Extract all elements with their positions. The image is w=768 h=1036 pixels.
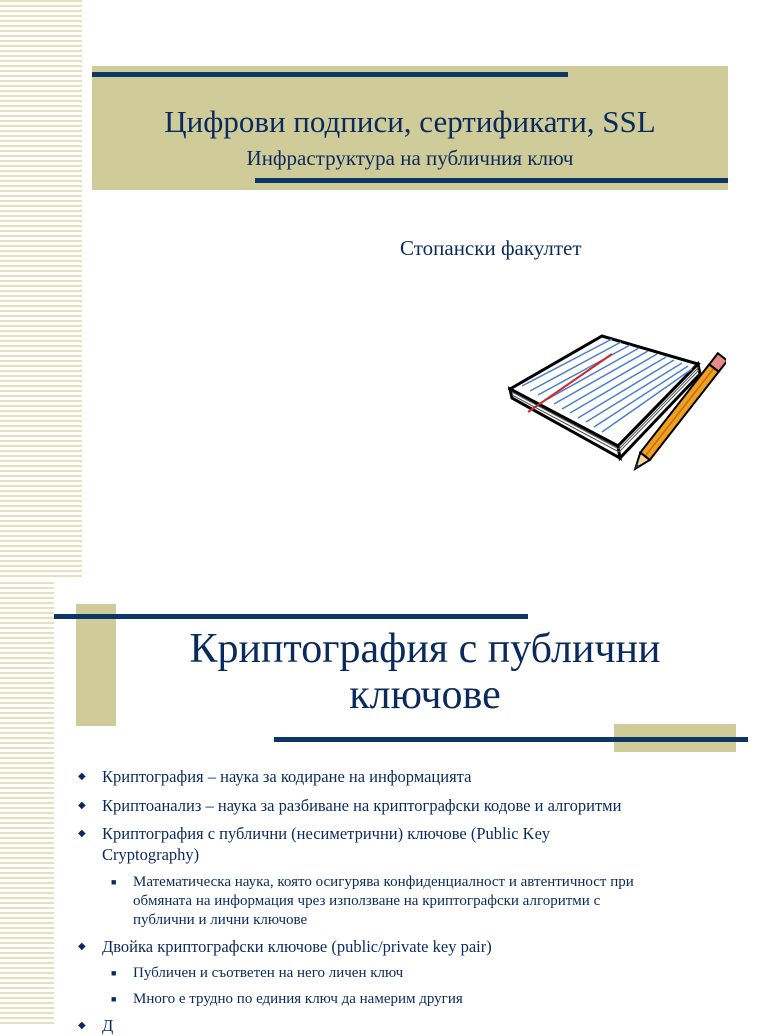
- slide-title: Цифрови подписи, сертификати, SSL: [164, 104, 656, 139]
- decorative-stripes: [0, 0, 82, 578]
- bullet-cryptanalysis: ◆ Криптоанализ – наука за разбиване на криптографски кодове и алгоритми: [102, 795, 621, 816]
- bullet-cryptography: ◆ Криптография – наука за кодиране на информацията: [102, 766, 471, 787]
- sub-bullet-math-science-line1: ■ Математическа наука, която осигурява конфиденциалност и автентичност при: [133, 874, 634, 890]
- slide2-title-line2: ключове: [349, 672, 501, 718]
- sub-bullet-math-science: [133, 873, 634, 930]
- sub-bullet-hard-to-derive: ■ Много е трудно по единия ключ да намерим другия: [133, 990, 463, 1009]
- title2-bottom-rule: [274, 737, 748, 742]
- slide2-title-line1: Криптография с публични: [189, 626, 661, 672]
- bullet-public-key-crypto-line2: Cryptography): [102, 845, 200, 864]
- decorative-stripes-2: [0, 582, 54, 1024]
- sub-bullet-public-private: ■ Публичен и съответен на него личен ключ: [133, 964, 403, 983]
- tan-accent-left: [76, 604, 116, 726]
- faculty-label: Стопански факултет: [400, 236, 582, 260]
- bullet-public-key-crypto-line1: ◆ Криптография с публични (несиметрични) ключове (Public Key: [102, 824, 551, 843]
- bullet-key-pair: ◆ Двойка криптографски ключове (public/private key pair): [102, 936, 492, 957]
- slide-separator: [0, 578, 768, 582]
- slide-subtitle: Инфраструктура на публичния ключ: [246, 146, 574, 170]
- notepad-pencil-icon: [508, 334, 726, 472]
- bullet-partial: ◆ Д: [102, 1015, 113, 1036]
- title-top-rule: [92, 72, 568, 77]
- sub-bullet-math-science-line3: публични и лични ключове: [133, 912, 308, 928]
- bullet-public-key-crypto: [102, 823, 550, 865]
- slide2-title: [130, 626, 720, 718]
- title-bottom-rule: [255, 178, 728, 183]
- title2-top-rule: [54, 614, 528, 619]
- sub-bullet-math-science-line2: обмяната на информация чрез използване на криптографски алгоритми с: [133, 893, 601, 909]
